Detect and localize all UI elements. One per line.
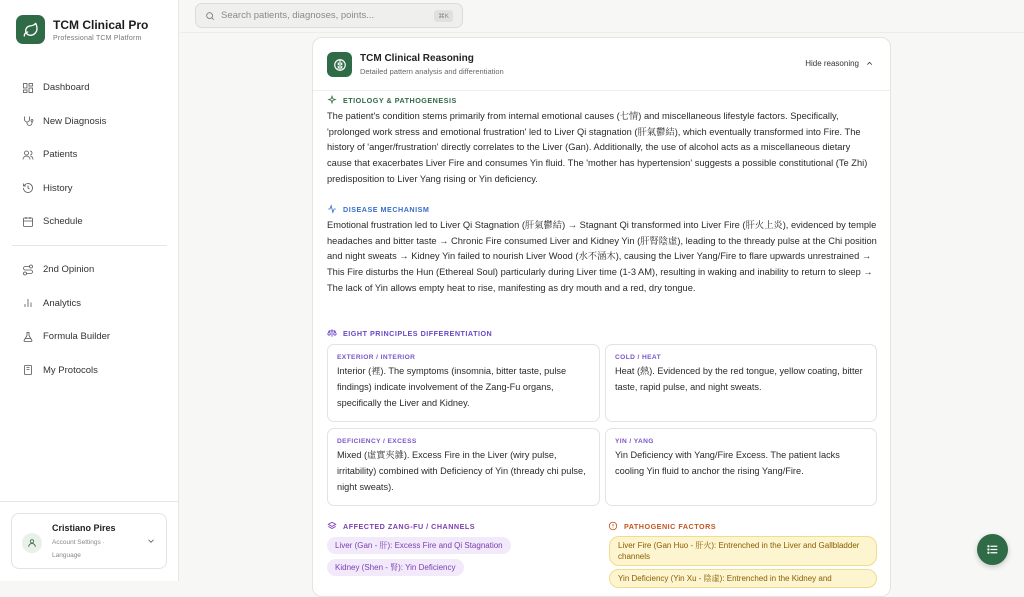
principle-text: Yin Deficiency with Yang/Fire Excess. The patient lacks cooling Yin fluid to anchor the rising Yang/Fire. [615,450,840,476]
nav-label: Formula Builder [43,331,111,343]
bar-chart-icon [22,297,34,309]
principle-text: Heat (熱). Evidenced by the red tongue, yellow coating, bitter taste, rapid pulse, and night sweats. [615,366,863,392]
nav-item-history[interactable] [12,172,167,206]
etiology-heading [327,95,457,105]
nav-label: Analytics [43,297,82,309]
primary-nav [12,71,167,239]
layers-icon [327,521,337,531]
brand[interactable] [16,15,148,44]
alert-circle-icon [608,521,618,531]
zangfu-item: Kidney (Shen - 腎): Yin Deficiency [327,559,464,576]
nav-divider [12,245,167,246]
principle-card-cold-heat [605,344,877,422]
account-sub: Account Settings · Language [52,539,105,559]
eight-principles-heading [327,328,492,338]
users-icon [22,149,34,161]
panel-header-divider [313,90,891,91]
user-icon [22,533,42,553]
pathogenic-factor-item: Yin Deficiency (Yin Xu - 陰虛): Entrenched in the Kidney and [609,569,877,588]
panel-title: TCM Clinical Reasoning [360,53,474,64]
sidebar-footer-divider [0,501,179,502]
panel-subtitle: Detailed pattern analysis and differentiation [360,67,504,76]
principle-label: YIN / YANG [615,438,654,445]
chevron-down-icon [146,536,156,546]
calendar-icon [22,216,34,228]
nav-item-2nd-opinion[interactable] [12,253,167,287]
app-subtitle: Professional TCM Platform [53,34,142,42]
nav-item-my-protocols[interactable] [12,354,167,388]
nav-label: Schedule [43,216,83,228]
flask-icon [22,331,34,343]
stethoscope-icon [22,115,34,127]
etiology-text: The patient's condition stems primarily from internal emotional causes (七情) and miscellaneous lifestyle factors. Specifically, 'prolonged work stress and emotional frustration' led to Liver Qi stagnation (肝氣鬱結), which eventually transformed into Fire. The history of 'anger/frustration' directly correlates to the Liver (Gan). Additionally, the use of alcohol acts as a miscellaneous dietary cause that exacerbates Liver Fire and consumes Yin fluid. The 'mother has hypertension' suggests a possible constitutional (Te Zhi) predisposition to Liver Yang rising or Yin deficiency. [327,111,868,184]
chevron-up-icon [865,59,874,68]
nav-item-formula-builder[interactable] [12,320,167,354]
account-menu[interactable] [11,513,167,569]
nav-label: 2nd Opinion [43,264,95,276]
zangfu-item: Liver (Gan - 肝): Excess Fire and Qi Stagnation [327,537,511,554]
principle-text: Mixed (虛實夾雜). Excess Fire in the Liver (wiry pulse, irritability) combined with Deficiency of Yin (thready chi pulse, night sweats). [337,450,586,492]
nav-label: New Diagnosis [43,115,107,127]
sparkles-icon [327,95,337,105]
search-input[interactable] [195,3,463,28]
search-icon [205,11,215,21]
pathogenic-heading [608,521,716,531]
nav-item-schedule[interactable] [12,205,167,239]
hide-reasoning-button[interactable] [805,59,874,68]
principle-label: EXTERIOR / INTERIOR [337,354,416,361]
sidebar [0,0,179,581]
app-title: TCM Clinical Pro [53,17,149,32]
mechanism-heading-text: DISEASE MECHANISM [343,204,430,214]
brain-icon [327,52,352,77]
dashboard-icon [22,82,34,94]
pathogenic-factor-item: Liver Fire (Gan Huo - 肝火): Entrenched in the Liver and Gallbladder channels [609,536,877,566]
leaf-icon [16,15,45,44]
pathogenic-heading-text: PATHOGENIC FACTORS [624,521,717,531]
principle-card-yin-yang [605,428,877,506]
principle-card-exterior-interior [327,344,600,422]
book-icon [22,364,34,376]
nav-label: Dashboard [43,82,90,94]
history-icon [22,182,34,194]
list-icon [986,543,999,556]
etiology-heading-text: ETIOLOGY & PATHOGENESIS [343,95,457,105]
hide-reasoning-label: Hide reasoning [805,59,859,68]
search-shortcut: ⌘K [434,10,453,22]
principle-label: COLD / HEAT [615,354,662,361]
zangfu-heading-text: AFFECTED ZANG-FU / CHANNELS [343,521,476,531]
nav-label: My Protocols [43,364,98,376]
nav-item-dashboard[interactable] [12,71,167,105]
nav-item-new-diagnosis[interactable] [12,105,167,139]
route-icon [22,264,34,276]
floating-list-button[interactable] [977,534,1008,565]
eight-principles-heading-text: EIGHT PRINCIPLES DIFFERENTIATION [343,328,493,338]
nav-item-patients[interactable] [12,138,167,172]
secondary-nav [12,253,167,387]
mechanism-text: Emotional frustration led to Liver Qi Stagnation (肝氣鬱結) → Stagnant Qi transformed into Liver Fire (肝火上炎), evidenced by temple headaches and bitter taste → Chronic Fire consumed Liver and Kidney Yin (肝腎陰虛), leading to the thready pulse at the Chi position and night sweats → Kidney Yin failed to nourish Liver Wood (水不涵木), causing the Liver Yang/Fire to flare upwards unrestrained → This Fire disturbs the Hun (Ethereal Soul) particularly during Liver time (1-3 AM), resulting in waking and inability to return to sleep → The lack of Yin allows empty heat to rise, manifesting as dry mouth and a red, dry tongue. [327,220,877,293]
zangfu-heading [327,521,475,531]
principle-text: Interior (裡). The symptoms (insomnia, bitter taste, pulse findings) indicate involvement of the Zang-Fu organs, specifically the Liver and Kidney. [337,366,567,408]
scale-icon [327,328,337,338]
nav-label: Patients [43,149,78,161]
principle-card-deficiency-excess [327,428,600,506]
nav-item-analytics[interactable] [12,287,167,321]
nav-label: History [43,182,73,194]
activity-icon [327,204,337,214]
search-placeholder: Search patients, diagnoses, points... [221,10,375,21]
account-name: Cristiano Pires [52,523,116,533]
clinical-reasoning-panel [312,37,891,597]
mechanism-heading [327,204,429,214]
principle-label: DEFICIENCY / EXCESS [337,438,417,445]
